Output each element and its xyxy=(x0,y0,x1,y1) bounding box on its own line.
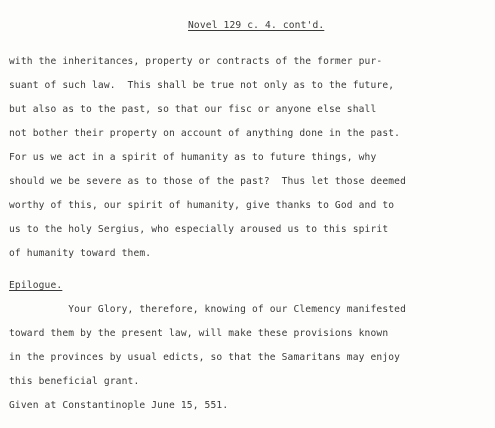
body-line: suant of such law. This shall be true not only as to the future, xyxy=(9,80,395,91)
page-heading: Novel 129 c. 4. cont'd. xyxy=(188,20,325,31)
body-line: should we be severe as to those of the past? Thus let those deemed xyxy=(9,176,407,187)
body-line: with the inheritances, property or contracts of the former pur- xyxy=(9,56,383,67)
closing-line: Given at Constantinople June 15, 551. xyxy=(9,400,229,411)
body-line: this beneficial grant. xyxy=(9,376,140,387)
body-line: of humanity toward them. xyxy=(9,248,152,259)
body-line: in the provinces by usual edicts, so that the Samaritans may enjoy xyxy=(9,352,401,363)
body-line: worthy of this, our spirit of humanity, give thanks to God and to xyxy=(9,200,395,211)
body-line: us to the holy Sergius, who especially aroused us to this spirit xyxy=(9,224,389,235)
body-line: Your Glory, therefore, knowing of our Clemency manifested xyxy=(9,304,407,315)
epilogue-heading: Epilogue. xyxy=(9,280,63,291)
body-line: but also as to the past, so that our fisc or anyone else shall xyxy=(9,104,377,115)
body-line: not bother their property on account of anything done in the past. xyxy=(9,128,401,139)
body-line: toward them by the present law, will make these provisions known xyxy=(9,328,389,339)
body-line: For us we act in a spirit of humanity as to future things, why xyxy=(9,152,377,163)
